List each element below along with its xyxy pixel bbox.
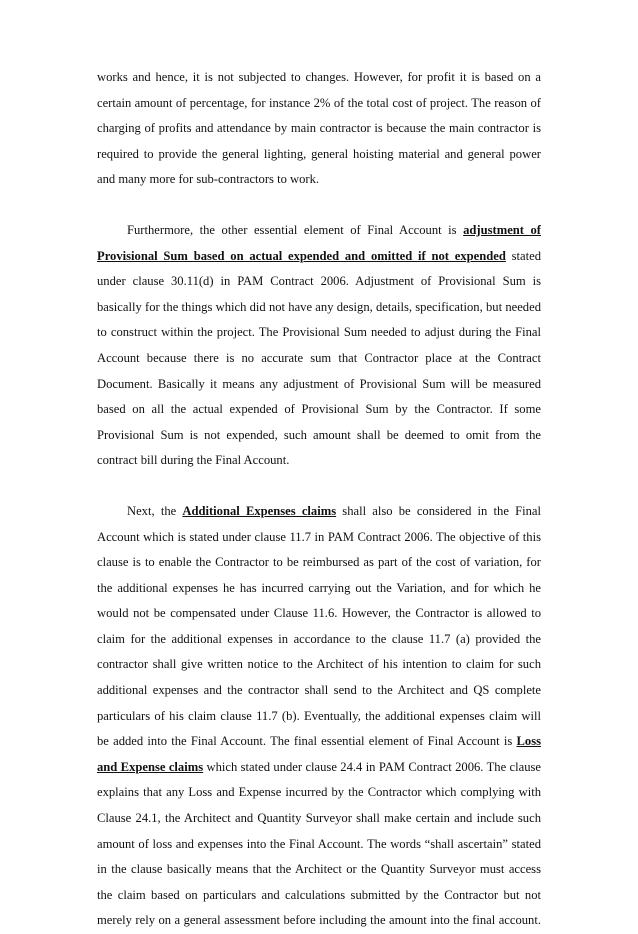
text-line bbox=[97, 244, 541, 270]
paragraph-gap bbox=[97, 474, 541, 499]
text-line: the additional expenses he has incurred carrying out the Variation, and for which he bbox=[97, 580, 541, 595]
paragraph-profit bbox=[97, 65, 541, 193]
text-line: claim for the additional expenses in accordance to the clause 11.7 (a) provided the bbox=[97, 631, 541, 646]
text-run: stated bbox=[505, 248, 541, 263]
text-line bbox=[97, 755, 541, 781]
text-run: shall also be considered in the Final bbox=[336, 503, 541, 518]
text-line: works and hence, it is not subjected to changes. However, for profit it is based on a bbox=[97, 70, 541, 84]
text-line: basically for the things which did not have any design, details, specification, but needed bbox=[97, 299, 541, 314]
text-line: particulars of his claim clause 11.7 (b). Eventually, the additional expenses claim will bbox=[97, 708, 541, 723]
text-run: be added into the Final Account. The final essential element of Final Account is bbox=[97, 734, 517, 749]
emphasis-loss-expense: and Expense claims bbox=[97, 759, 204, 774]
text-line: clause is to enable the Contractor to be reimbursed as part of the cost of variation, for bbox=[97, 555, 541, 570]
paragraph-gap bbox=[97, 193, 541, 218]
text-line: based on all the actual expended of Provisional Sum by the Contractor. If some bbox=[97, 402, 541, 417]
emphasis-additional-expenses: Additional Expenses claims bbox=[182, 503, 337, 518]
text-line: certain amount of percentage, for instance 2% of the total cost of project. The reason of bbox=[97, 95, 541, 110]
text-line: the claim based on particulars and calculations submitted by the Contractor but not bbox=[97, 887, 541, 902]
paragraph-provisional-sum bbox=[97, 218, 541, 474]
text-line: Document. Basically it means any adjustment of Provisional Sum will be measured bbox=[97, 376, 541, 391]
text-run: Furthermore, the other essential element of Final Account is bbox=[127, 222, 464, 237]
text-line: Account which is stated under clause 11.7 in PAM Contract 2006. The objective of this bbox=[97, 529, 541, 544]
text-line: contract bill during the Final Account. bbox=[97, 453, 290, 468]
text-line: merely rely on a general assessment before including the amount into the final account. bbox=[97, 913, 541, 928]
emphasis-adjustment: adjustment of bbox=[463, 222, 541, 237]
text-line bbox=[97, 729, 541, 755]
text-line: contractor shall give written notice to the Architect of his intention to claim for such bbox=[97, 657, 541, 672]
text-line: Account because there is no accurate sum that Contractor place at the Contract bbox=[97, 350, 541, 365]
text-line: Provisional Sum is not expended, such amount shall be deemed to omit from the bbox=[97, 427, 541, 442]
text-line: would not be compensated under Clause 11.6. However, the Contractor is allowed to bbox=[97, 606, 541, 621]
emphasis-loss: Loss bbox=[516, 734, 541, 749]
emphasis-provisional-sum: Provisional Sum based on actual expended and omitted if not expended bbox=[97, 248, 506, 263]
text-line: and many more for sub-contractors to work. bbox=[97, 172, 320, 187]
text-line: explains that any Loss and Expense incurred by the Contractor which complying with bbox=[97, 785, 541, 800]
paragraph-additional-expenses bbox=[97, 499, 541, 934]
text-line: charging of profits and attendance by main contractor is because the main contractor is bbox=[97, 121, 541, 136]
text-line bbox=[97, 499, 541, 525]
text-line: in the clause basically means that the Architect or the Quantity Surveyor must access bbox=[97, 862, 541, 877]
text-line: required to provide the general lighting, general hoisting material and general power bbox=[97, 146, 541, 161]
text-line: additional expenses and the contractor shall send to the Architect and QS complete bbox=[97, 683, 541, 698]
text-line: to construct within the project. The Provisional Sum needed to adjust during the Final bbox=[97, 325, 541, 340]
text-run: which stated under clause 24.4 in PAM Contract 2006. The clause bbox=[203, 759, 541, 774]
text-line bbox=[97, 218, 541, 244]
text-line: amount of loss and expenses into the Final Account. The words “shall ascertain” stated bbox=[97, 836, 541, 851]
text-line: under clause 30.11(d) in PAM Contract 2006. Adjustment of Provisional Sum is bbox=[97, 274, 541, 289]
document-body bbox=[97, 65, 541, 934]
text-run: Next, the bbox=[127, 503, 183, 518]
text-line: Clause 24.1, the Architect and Quantity Surveyor shall make certain and include such bbox=[97, 811, 541, 826]
